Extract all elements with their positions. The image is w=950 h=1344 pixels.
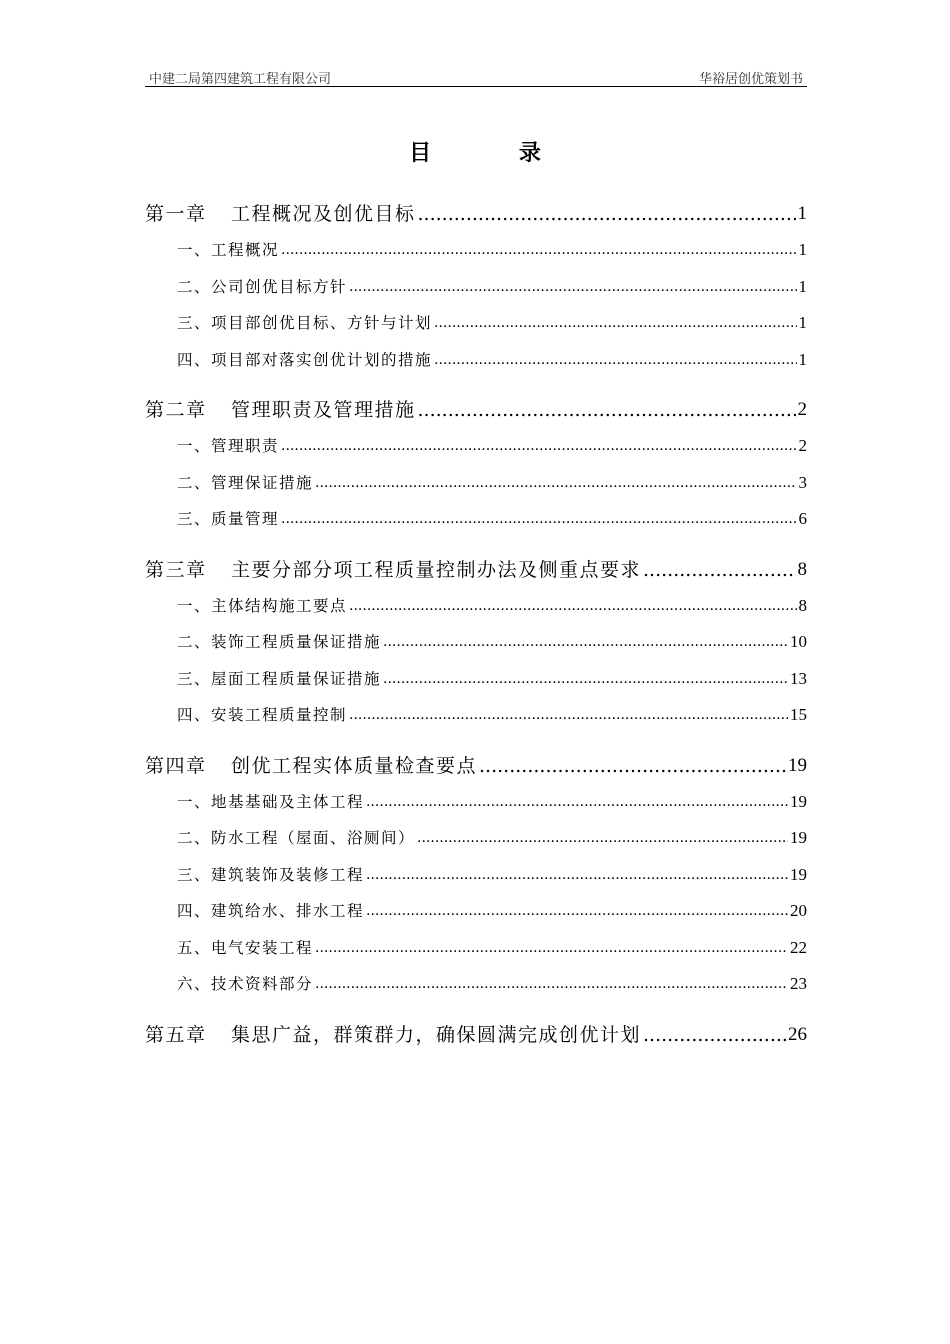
chapter-page-number: 1 <box>797 203 807 224</box>
chapter-label: 第五章 <box>145 1023 207 1046</box>
chapter-page-number: 8 <box>797 558 807 580</box>
leader-dots <box>281 232 796 269</box>
toc-section-entry[interactable] <box>145 232 807 269</box>
chapter-title: 管理职责及管理措施 <box>231 399 416 421</box>
chapter-label: 第一章 <box>145 203 207 225</box>
section-page-number: 23 <box>790 974 807 993</box>
chapter-label: 第三章 <box>145 558 207 581</box>
leader-dots <box>418 196 796 232</box>
leader-dots <box>434 342 796 379</box>
section-title: 一、主体结构施工要点 <box>177 596 348 615</box>
page-header <box>145 66 807 87</box>
toc-title: 目 录 <box>409 140 581 166</box>
section-page-number: 13 <box>790 668 807 688</box>
toc-chapter-entry[interactable] <box>145 392 807 428</box>
chapter-title: 主要分部分项工程质量控制办法及侧重点要求 <box>231 558 642 581</box>
toc-section-entry[interactable] <box>145 893 807 930</box>
section-page-number: 10 <box>790 632 807 651</box>
section-title: 一、工程概况 <box>177 241 280 259</box>
leader-dots <box>366 857 788 894</box>
toc-section-entry[interactable] <box>145 305 807 342</box>
leader-dots <box>417 820 788 857</box>
toc-chapter-entry[interactable] <box>145 748 807 784</box>
section-page-number: 8 <box>798 595 807 615</box>
toc-section-entry[interactable] <box>145 661 807 698</box>
leader-dots <box>281 501 796 538</box>
section-title: 二、管理保证措施 <box>177 473 314 492</box>
toc-section-entry[interactable] <box>145 857 807 894</box>
section-title: 四、项目部对落实创优计划的措施 <box>177 350 433 369</box>
leader-dots <box>383 624 788 661</box>
toc-section-entry[interactable] <box>145 697 807 734</box>
toc-section-entry[interactable] <box>145 784 807 821</box>
chapter-title: 工程概况及创优目标 <box>231 203 416 225</box>
section-page-number: 20 <box>790 901 807 920</box>
chapter-text <box>145 748 477 784</box>
leader-dots <box>383 661 788 698</box>
section-title: 四、安装工程质量控制 <box>177 706 348 724</box>
section-page-number: 1 <box>798 240 807 259</box>
chapter-gap <box>145 378 807 392</box>
leader-dots <box>315 966 788 1003</box>
section-page-number: 3 <box>798 472 807 492</box>
section-title: 五、电气安装工程 <box>177 938 314 957</box>
leader-dots <box>349 588 796 625</box>
toc-chapter-entry[interactable] <box>145 196 807 232</box>
toc-section-entry[interactable] <box>145 966 807 1003</box>
header-doc-title: 华裕居创优策划书 <box>698 72 803 87</box>
chapter-label: 第二章 <box>145 399 207 421</box>
toc-section-entry[interactable] <box>145 428 807 465</box>
section-page-number: 22 <box>790 937 807 957</box>
section-title: 三、建筑装饰及装修工程 <box>177 865 365 884</box>
toc-section-entry[interactable] <box>145 624 807 661</box>
toc-section-entry[interactable] <box>145 342 807 379</box>
section-title: 六、技术资料部分 <box>177 975 314 993</box>
leader-dots <box>366 784 788 821</box>
section-title: 一、地基基础及主体工程 <box>177 792 365 811</box>
chapter-label: 第四章 <box>145 754 207 777</box>
chapter-page-number: 2 <box>797 399 807 420</box>
section-page-number: 1 <box>798 276 807 296</box>
toc-chapter-entry[interactable] <box>145 552 807 588</box>
leader-dots <box>418 392 796 428</box>
chapter-text <box>145 1017 641 1053</box>
section-title: 四、建筑给水、排水工程 <box>177 902 365 920</box>
chapter-gap <box>145 538 807 552</box>
toc-section-entry[interactable] <box>145 269 807 306</box>
section-title: 三、项目部创优目标、方针与计划 <box>177 314 433 332</box>
chapter-gap <box>145 734 807 748</box>
leader-dots <box>643 1017 786 1053</box>
toc-section-entry[interactable] <box>145 501 807 538</box>
section-title: 三、屋面工程质量保证措施 <box>177 669 382 688</box>
section-title: 二、公司创优目标方针 <box>177 277 348 296</box>
section-page-number: 19 <box>790 828 807 847</box>
leader-dots <box>434 305 796 342</box>
leader-dots <box>643 552 795 588</box>
leader-dots <box>315 465 796 502</box>
section-title: 三、质量管理 <box>177 510 280 528</box>
toc-section-entry[interactable] <box>145 930 807 967</box>
section-page-number: 6 <box>798 509 807 528</box>
chapter-title: 集思广益，群策群力，确保圆满完成创优计划 <box>231 1023 642 1046</box>
section-page-number: 15 <box>790 705 807 724</box>
header-company: 中建二局第四建筑工程有限公司 <box>149 72 332 87</box>
toc-section-entry[interactable] <box>145 820 807 857</box>
chapter-page-number: 26 <box>788 1023 807 1045</box>
leader-dots <box>349 697 788 734</box>
leader-dots <box>479 748 786 784</box>
section-title: 二、防水工程（屋面、浴厕间） <box>177 829 416 847</box>
chapter-title: 创优工程实体质量检查要点 <box>231 754 478 777</box>
chapter-page-number: 19 <box>788 754 807 776</box>
chapter-text <box>145 196 416 232</box>
chapter-text <box>145 552 641 588</box>
section-page-number: 19 <box>790 791 807 811</box>
leader-dots <box>315 930 788 967</box>
chapter-gap <box>145 1003 807 1017</box>
chapter-text <box>145 392 416 428</box>
section-title: 一、管理职责 <box>177 437 280 455</box>
section-page-number: 2 <box>798 436 807 455</box>
toc-section-entry[interactable] <box>145 465 807 502</box>
section-page-number: 19 <box>790 864 807 884</box>
table-of-contents <box>145 196 807 1053</box>
section-title: 二、装饰工程质量保证措施 <box>177 633 382 651</box>
section-page-number: 1 <box>798 313 807 332</box>
toc-chapter-entry[interactable] <box>145 1017 807 1053</box>
toc-section-entry[interactable] <box>145 588 807 625</box>
leader-dots <box>349 269 796 306</box>
leader-dots <box>366 893 788 930</box>
leader-dots <box>281 428 796 465</box>
section-page-number: 1 <box>798 349 807 369</box>
